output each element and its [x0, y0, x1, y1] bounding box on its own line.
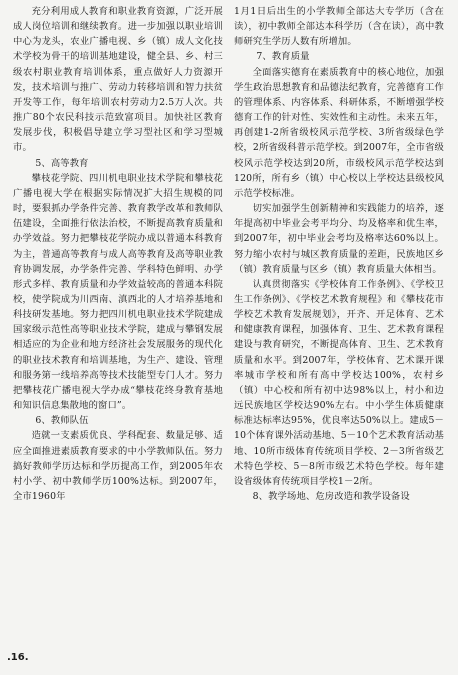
- heading-teacher-team: 6、教师队伍: [35, 415, 89, 427]
- paragraph-teacher-team: 造就一支素质优良、学科配套、数量足够、适应全面推进素质教育要求的中小学教师队伍。努力搞好教师学历达标和学历提高工作，到2005年农村小学、初中教师学历100%达标。到2007年，全市1960年: [13, 430, 223, 502]
- page-number: .16.: [7, 652, 29, 663]
- heading-education-quality: 7、教育质量: [256, 51, 310, 63]
- paragraph-adult-education: 充分利用成人教育和职业教育资源，广泛开展成人岗位培训和继续教育。进一步加强以职业培训中心为龙头，农业广播电视、乡（镇）成人文化技术学校为骨干的培训基地建设，健全县、乡、村三级农村职业教育培训体系，重点做好人力资源开发，技术培训与推广、劳动力转移培训和智力扶贫开发等工作，每年培训农村劳动力2.5万人次。共推广80个农民科技示范致富项目。加快社区教育发展步伐，积极倡导建立学习型社区和学习型城市。: [13, 6, 223, 154]
- paragraph-sports-arts: 认真贯彻落实《学校体育工作条例》、《学校卫生工作条例》、《学校艺术教育规程》和《攀枝花市学校艺术教育发展规划》，开齐、开足体育、艺术和健康教育课程，加强体育、卫生、艺术教育课程建设与教育研究，不断提高体育、卫生、艺术教育质量和水平。到2007年，学校体育、艺术课开课率城市学校和所有高中学校达100%，农村乡（镇）中心校和所有初中达98%以上，村小和边远民族地区学校达90%左右。中小学生体质健康标准达标率达95%，优良率达50%以上。建成5－10个体育课外活动基地、5－10个艺术教育活动基地、10所市级体育传统项目学校、2－3所省级艺术特色学校、5－8所市级艺术特色学校。每年建设省级体育传统项目学校1－2所。: [234, 278, 444, 487]
- right-text-column: [234, 4, 444, 504]
- paragraph-higher-education: 攀枝花学院、四川机电职业技术学院和攀枝花广播电视大学在根据实际情况扩大招生规模的同时，要狠抓办学条件完善、教育教学改革和教师队伍建设，全面推行依法治校，不断提高教育质量和办学效益。努力把攀枝花学院办成以普通本科教育为主，普通高等教育与成人高等教育及高等职业教育协调发展，办学条件完善、学科特色鲜明、办学形式多样、教育质量和办学效益较高的普通本科院校，使学院成为川西南、滇西北的人才培养基地和科技研发基地。努力把四川机电职业技术学院建成国家级示范性高等职业技术学院，建成与攀钢发展相适应的为企业和地方经济社会发展服务的现代化的职业技术教育和培训基地，为生产、建设、管理和服务第一线培养高等技术技能型专门人才。努力把攀枝花广播电视大学办成“攀枝花终身教育基地和知识信息集散地的窗口”。: [13, 172, 223, 412]
- heading-higher-education: 5、高等教育: [35, 157, 89, 169]
- paragraph-facilities: 8、教学场地、危房改造和教学设备设: [252, 491, 410, 502]
- left-text-column: [13, 4, 223, 504]
- paragraph-innovation: 切实加强学生创新精神和实践能力的培养，逐年提高初中毕业会考平均分、均及格率和优生率，到2007年，初中毕业会考均及格率达60%以上。努力缩小农村与城区教育质量的差距，民族地区乡（镇）教育质量与区乡（镇）教育质量大体相当。: [234, 203, 444, 275]
- paragraph-moral-education: 全面落实德育在素质教育中的核心地位，加强学生政治思想教育和品德法纪教育，完善德育工作的管理体系、内容体系、科研体系，不断增强学校德育工作的针对性、实效性和主动性。未来五年，再创建1-2所省级校风示范学校、3所省级绿色学校，2所省级科普示范学校。到2007年，全市省级校风示范学校达到20所，市级校风示范学校达到120所，所有乡（镇）中心校以上学校达县级校风示范学校标准。: [234, 66, 444, 199]
- paragraph-teacher-continued: 1月1日后出生的小学教师全部达大专学历（含在读），初中教师全部达本科学历（含在读），高中教师研究生学历人数有所增加。: [234, 6, 444, 48]
